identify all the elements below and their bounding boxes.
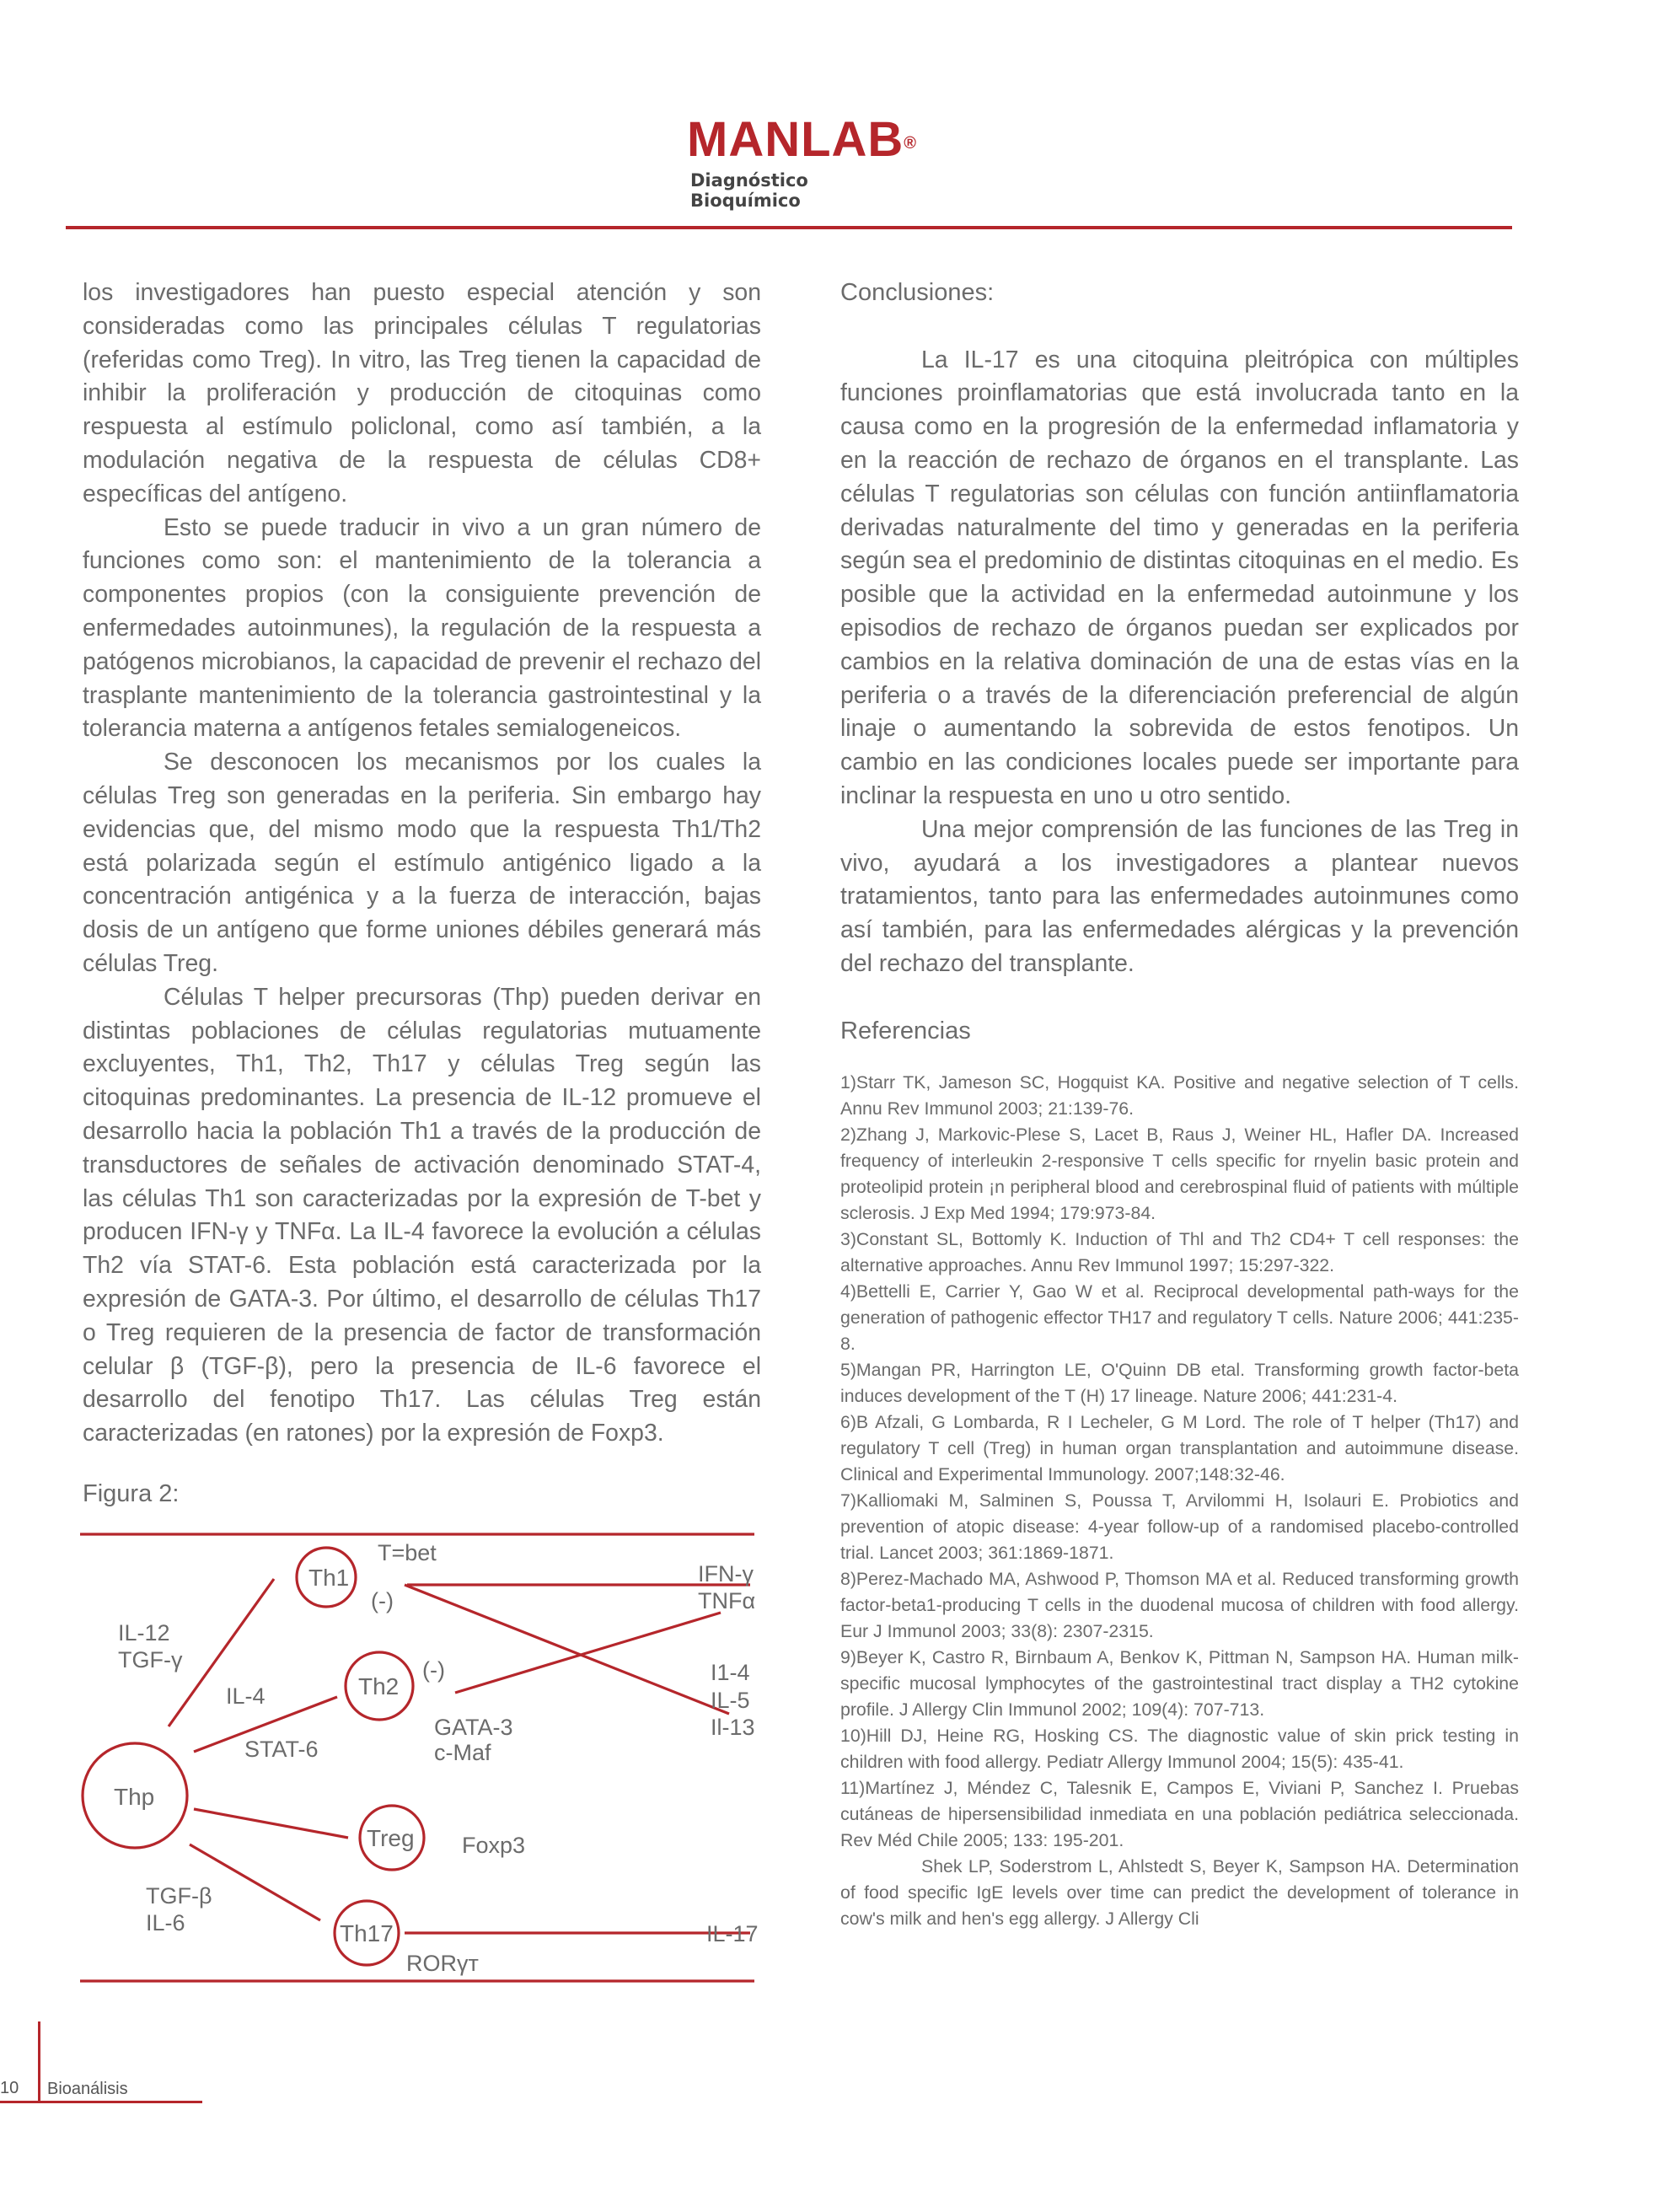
conclusions-heading: Conclusiones: [840,279,995,306]
label-gata3: GATA-3 [434,1715,513,1740]
footer-vertical-rule [38,2021,40,2102]
logo-wordmark [687,112,923,167]
diagram-svg [80,1524,763,1996]
label-il5: IL-5 [711,1688,750,1713]
header-rule [66,226,1512,229]
figure-label: Figura 2: [83,1480,180,1507]
label-tbet: T=bet [378,1540,437,1565]
reference-item: 7)Kalliomaki M, Salminen S, Poussa T, Arvilommi H, Isolauri E. Probiotics and prevention of atopic disease: 4-year follow-up of a randomised placebo-controlled trial. Lancet 2003; 361:1869-1871. [840,1490,1519,1564]
label-foxp3: Foxp3 [462,1833,526,1858]
brand-name: MANLAB [687,112,904,167]
label-il17: IL-17 [706,1921,759,1946]
conclusion-paragraph: La IL-17 es una citoquina pleitrópica con múltiples funciones proinflamatorias que está involucrada tanto en la causa como en la progresión de la enfermedad inflamatoria y en la reacción de rechazo de órganos en el transplante. Las células T regulatorias son células con función antiinflamatoria derivadas naturalmente del timo y generadas en la periferia según sea el predominio de distintas citoquinas en el medio. Es posible que la actividad en la enfermedad autoinmune y los episodios de rechazo de órganos puedan ser explicados por cambios en la relativa dominación de una de estas vías en la periferia o a través de la diferenciación preferencial de algún linaje o aumentando la sobrevida de estos fenotipos. Un cambio en las condiciones locales puede ser importante para inclinar la respuesta en uno u otro sentido. [840,346,1519,809]
body-paragraph: Se desconocen los mecanismos por los cuales la células Treg son generadas en la periferia. Sin embargo hay evidencias que, del mismo modo que la respuesta Th1/Th2 está polarizada según el estímulo antigénico ligado a la concentración antigénica y a la fuerza de interacción, bajas dosis de un antígeno que forme uniones débiles generará más células Treg. [83,749,761,977]
label-tgfg: TGF-γ [118,1647,183,1672]
references-heading: Referencias [840,1017,971,1044]
reference-item: 6)B Afzali, G Lombarda, R I Lecheler, G M Lord. The role of T helper (Th17) and regulatory T cell (Treg) in human organ transplantation and autoimmune disease. Clinical and Experimental Immunology. 2007;148:32-46. [840,1412,1519,1485]
reference-item: 5)Mangan PR, Harrington LE, O'Quinn DB etal. Transforming growth factor-beta induces development of the T (H) 17 lineage. Nature 2006; 441:231-4. [840,1360,1519,1407]
edge-th2-tnfa-cross [455,1613,721,1693]
spacer [840,310,1519,344]
spacer [840,981,1519,1015]
conclusion-paragraph: Una mejor comprensión de las funciones de las Treg in vivo, ayudará a los investigadores a plantear nuevos tratamientos, tanto para las enfermedades autoinmunes como así también, para las enfermedades alérgicas y la prevención del rechazo del transplante. [840,815,1519,977]
registered-mark: ® [904,134,918,153]
edge-thp-th17 [190,1844,320,1920]
node-thp-label: Thp [114,1784,155,1810]
reference-item: 10)Hill DJ, Heine RG, Hosking CS. The diagnostic value of skin prick testing in children with food allergy. Pediatr Allergy Immunol 2004; 15(5): 435-41. [840,1726,1519,1773]
body-paragraph: los investigadores han puesto especial atención y son consideradas como las principales células T regulatorias (referidas como Treg). In vitro, las Treg tienen la capacidad de inhibir la proliferación y producción de citoquinas como respuesta al estímulo policlonal, como así también, a la modulación negativa de la respuesta de células CD8+ específicas del antígeno. [83,279,761,507]
left-column [83,276,761,1451]
label-tgfb: TGF-β [146,1883,212,1909]
magazine-name: Bioanálisis [47,2080,128,2098]
label-il13: Il-13 [711,1715,755,1740]
body-paragraph: Esto se puede traducir in vivo a un gran número de funciones como son: el mantenimiento de la tolerancia a componentes propios (con la consiguiente prevención de enfermedades autoinmunes), la regulación de la respuesta a patógenos microbianos, la capacidad de prevenir el rechazo del trasplante mantenimiento de la tolerancia gastrointestinal y la tolerancia materna a antígenos fetales semialogeneicos. [83,513,761,743]
edge-th1-il4-cross [405,1585,729,1714]
node-th1-label: Th1 [308,1565,350,1591]
reference-item: 9)Beyer K, Castro R, Birnbaum A, Benkov K, Pittman N, Sampson HA. Human milk-specific mucosal lymphocytes of the gastrointestinal tract display a TH2 cytokine profile. J Allergy Clin Immunol 2002; 109(4): 707-713. [840,1647,1519,1721]
body-paragraph: Células T helper precursoras (Thp) pueden derivar en distintas poblaciones de células regulatorias mutuamente excluyentes, Th1, Th2, Th17 y células Treg según las citoquinas predominantes. La presencia de IL-12 promueve el desarrollo hacia la población Th1 a través de la producción de transductores de señales de activación denominado STAT-4, las células Th1 son caracterizadas por la expresión de T-bet y producen IFN-γ y TNFα. La IL-4 favorece la evolución a células Th2 vía STAT-6. Esta población está caracterizada por la expresión de GATA-3. Por último, el desarrollo de células Th17 o Treg requieren de la presencia de factor de transformación celular β (TGF-β), pero la presencia de IL-6 favorece el desarrollo del fenotipo Th17. Las células Treg están caracterizadas (en ratones) por la expresión de Foxp3. [83,983,761,1447]
page-number: 10 [0,2079,19,2097]
label-neg-th2: (-) [422,1657,445,1683]
label-tnfa: TNFα [698,1588,756,1613]
label-roryt: RORγт [406,1951,479,1976]
label-neg-th1: (-) [371,1588,394,1613]
reference-item: 1)Starr TK, Jameson SC, Hogquist KA. Positive and negative selection of T cells. Annu Rev Immunol 2003; 21:139-76. [840,1072,1519,1119]
label-i14: I1-4 [711,1660,750,1685]
label-il12: IL-12 [118,1620,170,1646]
logo-tagline: Diagnóstico Bioquímico [690,170,808,211]
label-cmaf: c-Maf [434,1740,491,1765]
reference-item: Shek LP, Soderstrom L, Ahlstedt S, Beyer K, Sampson HA. Determination of food specific IgE levels over time can predict the development of tolerance in cow's milk and hen's egg allergy. J Allergy Cli [840,1856,1519,1930]
node-treg-label: Treg [367,1825,415,1851]
label-ifng: IFN-γ [698,1561,754,1587]
label-il4: IL-4 [226,1683,266,1709]
reference-item: 4)Bettelli E, Carrier Y, Gao W et al. Reciprocal developmental path-ways for the generation of pathogenic effector TH17 and regulatory T cells. Nature 2006; 441:235-8. [840,1281,1519,1355]
reference-item: 11)Martínez J, Méndez C, Talesnik E, Campos E, Viviani P, Sanchez I. Pruebas cutáneas de hipersensibilidad inmediata en una población pediátrica seleccionada. Rev Méd Chile 2005; 133: 195-201. [840,1778,1519,1851]
reference-item: 3)Constant SL, Bottomly K. Induction of Thl and Th2 CD4+ T cell responses: the alternative approaches. Annu Rev Immunol 1997; 15:297-322. [840,1229,1519,1276]
reference-item: 2)Zhang J, Markovic-Plese S, Lacet B, Raus J, Weiner HL, Hafler DA. Increased frequency of interleukin 2-responsive T cells specific for rnyelin basic protein and proteolipid protein ¡n peripheral blood and cerebrospinal fluid of patients with múltiple sclerosis. J Exp Med 1994; 179:973-84. [840,1125,1519,1224]
edge-thp-treg [194,1809,348,1838]
figure-diagram [80,1524,763,1996]
footer-horizontal-rule [0,2101,202,2103]
right-column [840,276,1519,1932]
label-il6: IL-6 [146,1910,185,1936]
reference-list [840,1070,1519,1932]
node-th17-label: Th17 [340,1920,394,1946]
manlab-logo [687,112,923,211]
node-th2-label: Th2 [358,1673,400,1699]
reference-item: 8)Perez-Machado MA, Ashwood P, Thomson MA et al. Reduced transforming growth factor-beta1-producing T cells in the duodenal mucosa of children with food allergy. Eur J Immunol 2003; 33(8): 2307-2315. [840,1569,1519,1642]
label-stat6: STAT-6 [244,1737,319,1762]
